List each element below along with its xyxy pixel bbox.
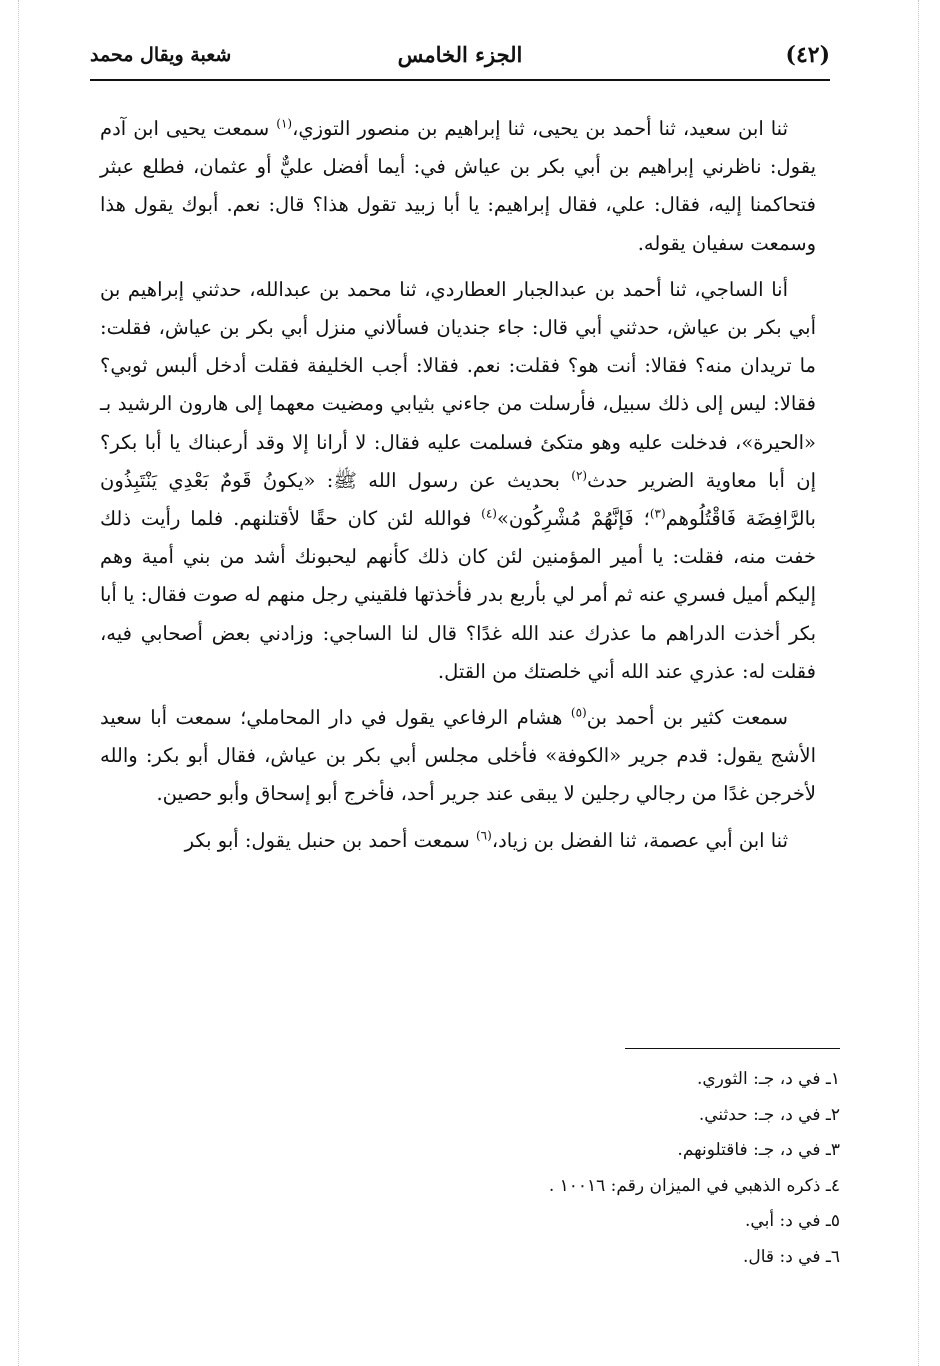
text-run: أنا الساجي، ثنا أحمد بن عبدالجبار العطاردي، ثنا محمد بن عبدالله، حدثني إبراهيم بن أبي بكر بن عياش، حدثني أبي قال: جاء جنديان فسألاني منزل أبي بكر بن عياش، فقلت: ما تريدان منه؟ فقالا: أنت هو؟ فقلت: نعم. فقالا: أجب الخليفة فقلت أدخل ألبس ثوبي؟ فقالا: ليس إلى ذلك سبيل، فأرسلت من جاءني بثيابي ومضيت معهما إلى هارون الرشيد بـ «الحيرة»، فدخلت عليه وهو متكئ فسلمت عليه فقال: لا أرانا إلا وقد أرعبناك يا أبا بكر؟ إن أبا معاوية الضرير حدث [100, 277, 816, 492]
body-paragraph [100, 271, 816, 691]
scan-margin-left [18, 0, 19, 1366]
body-paragraph [100, 699, 816, 814]
footnote: ٣ـ في د، جـ: فاقتلونهم. [677, 1140, 840, 1160]
text-run: سمعت يحيى ابن آدم يقول: ناظرني إبراهيم بن أبي بكر بن عياش في: أيما أفضل عليٌّ أو عثمان، فطلع عبثر فتحاكمنا إليه، فقال: علي، فقال إبراهيم: يا أبا زبيد تقول هذا؟ قال: نعم. أبوك يقول هذا وسمعت سفيان يقوله. [100, 117, 816, 255]
header-rule [90, 79, 830, 81]
footnote: ٦ـ في د: قال. [743, 1246, 840, 1267]
scan-margin-right [918, 0, 919, 1366]
footnote: ٤ـ ذكره الذهبي في الميزان رقم: ١٠٠١٦ . [548, 1175, 840, 1196]
page-header [90, 38, 830, 78]
body-paragraph [100, 822, 816, 860]
text-run: سمعت كثير بن أحمد بن [586, 706, 789, 730]
body-paragraph [100, 110, 816, 263]
main-text [100, 110, 816, 868]
footnotes [124, 1062, 840, 1275]
footnote-marker: (٢) [571, 468, 588, 483]
text-run: هشام الرفاعي يقول في دار المحاملي؛ سمعت أبا سعيد الأشج يقول: قدم جرير «الكوفة» فأخلى مجلس أبي بكر بن عياش، فقال أبو بكر: والله لأخرجن غدًا من رجالي رجلين لا يبقى عند جرير أحد، فأخرج أبو إسحاق وأبو حصين. [100, 706, 816, 806]
text-run: ؛ فَإنَّهُمْ مُشْرِكُون» [496, 507, 650, 531]
text-run: ثنا ابن سعيد، ثنا أحمد بن يحيى، ثنا إبراهيم بن منصور التوزي، [292, 117, 788, 140]
text-run: سمعت أحمد بن حنبل يقول: أبو بكر [184, 828, 476, 852]
footnote: ١ـ في د، جـ: الثوري. [696, 1069, 840, 1089]
chapter-title: شعبة ويقال محمد [90, 44, 232, 66]
footnote-marker: (٥) [570, 705, 587, 720]
footnote: ٢ـ في د، جـ: حدثني. [698, 1104, 840, 1125]
page-number: (٤٢) [785, 42, 830, 68]
footnote-marker: (٣) [649, 506, 666, 521]
text-run: فوالله لئن كان حقًا لأقتلنهم. فلما رأيت ذلك خفت منه، فقلت: يا أمير المؤمنين لئن كان ذلك كأنهم ليحبونك أشد من بني أمية وهم إليكم أميل فسري عنه ثم أمر لي بأربع بدر فأخذتها فلقيني رجل منهم له صوت فقال: يا أبا بكر أخذت الدراهم ما عذرك عند الله غدًا؟ قال لنا الساجي: وزادني بعض أصحابي فيه، فقلت له: عذري عند الله أني خلصتك من القتل. [100, 507, 816, 683]
volume-title: الجزء الخامس [397, 42, 523, 67]
footnote-separator [625, 1048, 840, 1049]
text-run: بحديث عن رسول الله ﷺ: «يكونُ قَومٌ بَعْدِي يَنْتَبِذُون بالرَّافِضَة فَاقْتُلُوهم [100, 468, 816, 531]
footnote-marker: (٦) [475, 828, 492, 843]
footnote-marker: (١) [276, 116, 293, 131]
footnote-marker: (٤) [481, 506, 497, 521]
footnote: ٥ـ في د: أبي. [745, 1211, 840, 1231]
text-run: ثنا ابن أبي عصمة، ثنا الفضل بن زياد، [491, 828, 788, 852]
